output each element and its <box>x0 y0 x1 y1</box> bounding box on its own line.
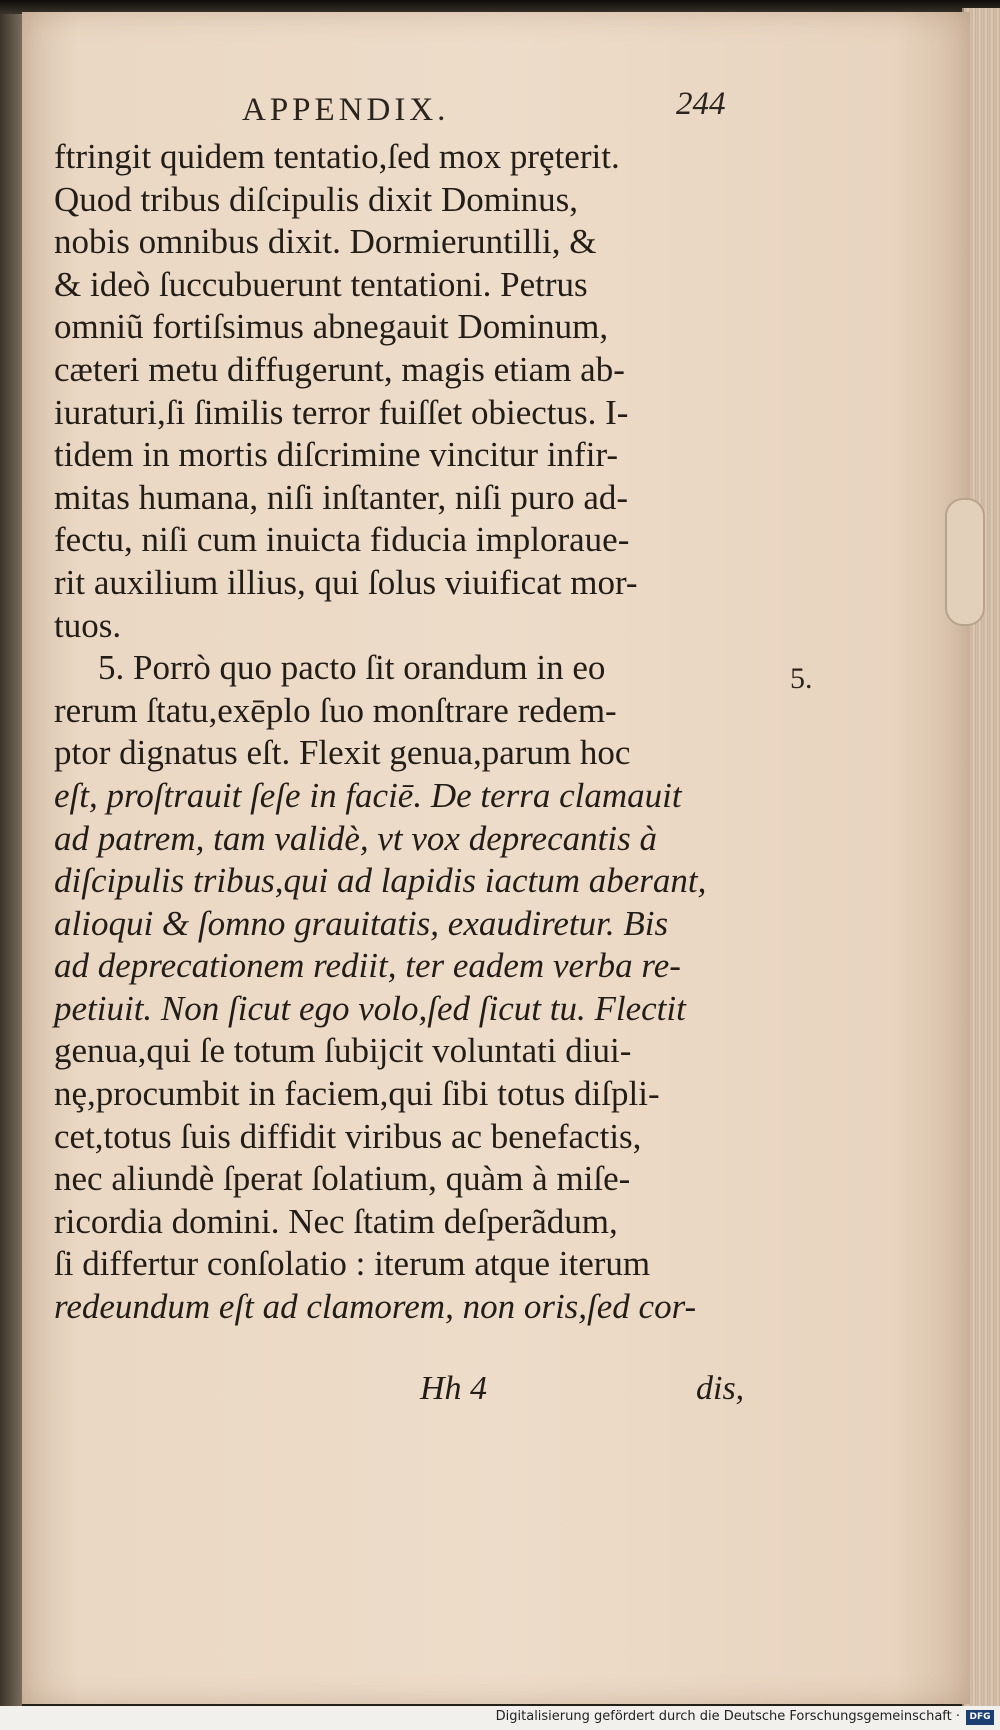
text-line: ad patrem, tam validè, vt vox deprecantis à <box>54 818 657 858</box>
text-line: tidem in mortis diſcrimine vincitur infir- <box>54 435 619 475</box>
dfg-logo: DFG <box>966 1710 994 1725</box>
text-line: 5. Porrò quo pacto ſit orandum in eo <box>98 648 606 688</box>
footer-bar <box>0 1706 1000 1730</box>
text-line: eſt, proſtrauit ſeſe in faciē. De terra clamauit <box>54 775 682 815</box>
margin-section-number: 5. <box>790 662 813 695</box>
text-line: mitas humana, niſi inſtanter, niſi puro ad- <box>54 477 629 517</box>
text-line: rerum ſtatu,exēplo ſuo monſtrare redem- <box>54 690 617 730</box>
catchword: dis, <box>696 1370 745 1407</box>
text-line: rit auxilium illius, qui ſolus viuificat mor- <box>54 562 638 602</box>
text-line: nec aliundè ſperat ſolatium, quàm à miſe- <box>54 1159 631 1199</box>
page-number: 244 <box>676 86 726 122</box>
text-line: cæteri metu diffugerunt, magis etiam ab- <box>54 349 625 389</box>
text-line: genua,qui ſe totum ſubijcit voluntati diui- <box>54 1031 632 1071</box>
text-line: ſi differtur conſolatio : iterum atque iterum <box>54 1244 651 1284</box>
text-line: petiuit. Non ſicut ego volo,ſed ſicut tu. Flectit <box>54 988 686 1028</box>
text-line: ftringit quidem tentatio,ſed mox prȩterit. <box>54 137 620 176</box>
clasp-tab <box>945 498 985 626</box>
text-line: diſcipulis tribus,qui ad lapidis iactum aberant, <box>54 861 707 901</box>
text-line: ad deprecationem rediit, ter eadem verba re- <box>54 946 681 986</box>
book-binding <box>0 14 22 1706</box>
text-line: redeundum eſt ad clamorem, non oris,ſed cor- <box>54 1287 697 1327</box>
running-head: APPENDIX. <box>242 92 450 128</box>
body-text <box>54 136 754 1329</box>
text-line: ptor dignatus eſt. Flexit genua,parum hoc <box>54 733 631 773</box>
text-line: alioqui & ſomno grauitatis, exaudiretur. Bis <box>54 903 669 943</box>
text-line: fectu, niſi cum inuicta fiducia imploraue- <box>54 520 630 560</box>
text-line: ricordia domini. Nec ſtatim deſperãdum, <box>54 1201 618 1241</box>
text-line: iuraturi,ſi ſimilis terror fuiſſet obiectus. I- <box>54 392 629 432</box>
text-line: omniũ fortiſsimus abnegauit Dominum, <box>54 307 609 347</box>
text-line: cet,totus ſuis diffidit viribus ac benefactis, <box>54 1116 642 1156</box>
text-line: & ideò ſuccubuerunt tentationi. Petrus <box>54 264 588 304</box>
footer-credit: Digitalisierung gefördert durch die Deutsche Forschungsgemeinschaft · <box>495 1709 960 1724</box>
text-line: Quod tribus diſcipulis dixit Dominus, <box>54 179 579 219</box>
text-line: nobis omnibus dixit. Dormieruntilli, & <box>54 222 597 262</box>
signature-mark: Hh 4 <box>420 1370 488 1407</box>
text-line: tuos. <box>54 605 122 645</box>
text-line: nȩ,procumbit in faciem,qui ſibi totus diſpli- <box>54 1074 660 1114</box>
